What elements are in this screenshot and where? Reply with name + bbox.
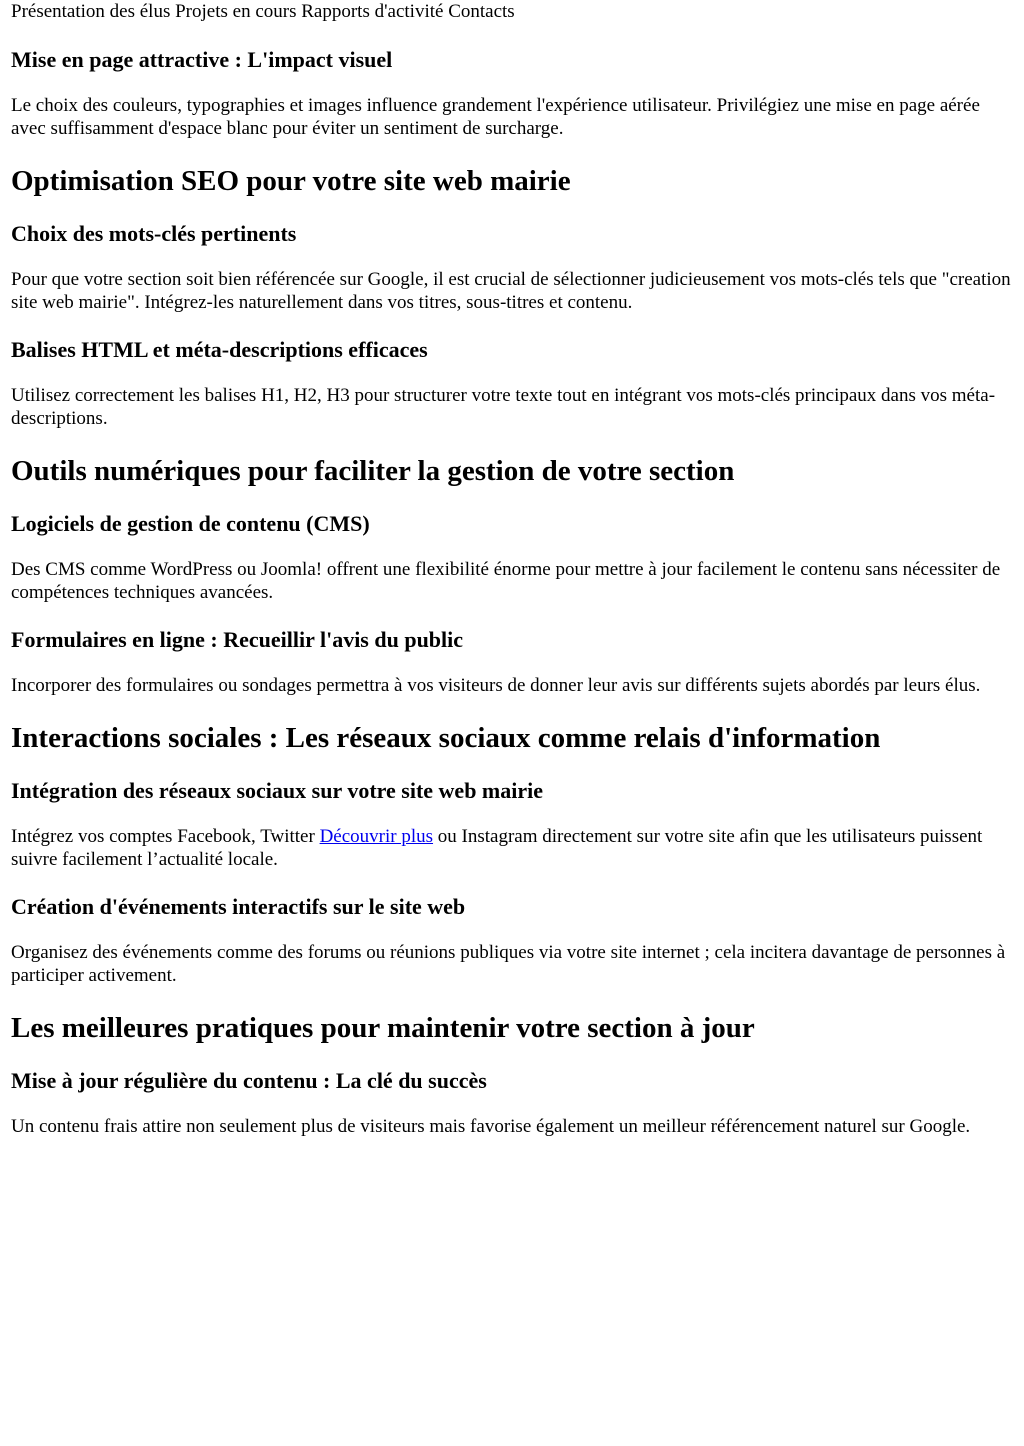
heading-choix-mots-cles: Choix des mots-clés pertinents xyxy=(11,221,297,246)
heading-integration-reseaux: Intégration des réseaux sociaux sur votre site web mairie xyxy=(11,778,544,803)
nav-item-projets-en-cours[interactable]: Projets en cours xyxy=(175,1,297,22)
heading-interactions-sociales: Interactions sociales : Les réseaux sociaux comme relais d'information xyxy=(11,722,881,754)
nav-item-rapports-activite[interactable]: Rapports d'activité xyxy=(301,1,444,22)
heading-balises-html: Balises HTML et méta-descriptions efficaces xyxy=(11,337,428,362)
paragraph-integration-reseaux xyxy=(11,825,1013,871)
heading-mise-en-page: Mise en page attractive : L'impact visuel xyxy=(11,47,393,72)
paragraph-mise-a-jour-reguliere: Un contenu frais attire non seulement plus de visiteurs mais favorise également un meilleur référencement naturel sur Google. xyxy=(11,1116,971,1137)
paragraph-creation-evenements: Organisez des événements comme des forums ou réunions publiques via votre site internet ; cela incitera davantage de personnes à participer activement. xyxy=(11,942,1006,986)
paragraph-balises-html: Utilisez correctement les balises H1, H2, H3 pour structurer votre texte tout en intégrant vos mots-clés principaux dans vos méta-descriptions. xyxy=(11,385,996,429)
heading-meilleures-pratiques: Les meilleures pratiques pour maintenir votre section à jour xyxy=(11,1012,755,1044)
paragraph-text-after-link: ou Instagram directement sur votre site afin que les utilisateurs puissent suivre facilement l’actualité locale. xyxy=(11,826,983,870)
heading-optimisation-seo: Optimisation SEO pour votre site web mairie xyxy=(11,165,571,197)
paragraph-choix-mots-cles: Pour que votre section soit bien référencée sur Google, il est crucial de sélectionner judicieusement vos mots-clés tels que "creation site web mairie". Intégrez-les naturellement dans vos titres, sous-titres et contenu. xyxy=(11,269,1011,313)
paragraph-formulaires-en-ligne: Incorporer des formulaires ou sondages permettra à vos visiteurs de donner leur avis sur différents sujets abordés par leurs élus. xyxy=(11,675,981,696)
paragraph-text-before-link: Intégrez vos comptes Facebook, Twitter xyxy=(11,826,320,847)
nav-item-presentation-elus[interactable]: Présentation des élus xyxy=(11,1,171,22)
heading-logiciels-cms: Logiciels de gestion de contenu (CMS) xyxy=(11,511,370,536)
nav-item-contacts[interactable]: Contacts xyxy=(448,1,515,22)
heading-mise-a-jour-reguliere: Mise à jour régulière du contenu : La clé du succès xyxy=(11,1068,487,1093)
heading-creation-evenements: Création d'événements interactifs sur le site web xyxy=(11,894,466,919)
heading-formulaires-en-ligne: Formulaires en ligne : Recueillir l'avis du public xyxy=(11,627,464,652)
decouvrir-plus-link[interactable]: Découvrir plus xyxy=(319,826,434,847)
heading-outils-numeriques: Outils numériques pour faciliter la gestion de votre section xyxy=(11,455,735,487)
paragraph-mise-en-page: Le choix des couleurs, typographies et images influence grandement l'expérience utilisateur. Privilégiez une mise en page aérée avec suffisamment d'espace blanc pour éviter un sentiment de surcharge. xyxy=(11,95,980,139)
top-navigation xyxy=(11,0,1013,23)
paragraph-logiciels-cms: Des CMS comme WordPress ou Joomla! offrent une flexibilité énorme pour mettre à jour facilement le contenu sans nécessiter de compétences techniques avancées. xyxy=(11,559,1001,603)
